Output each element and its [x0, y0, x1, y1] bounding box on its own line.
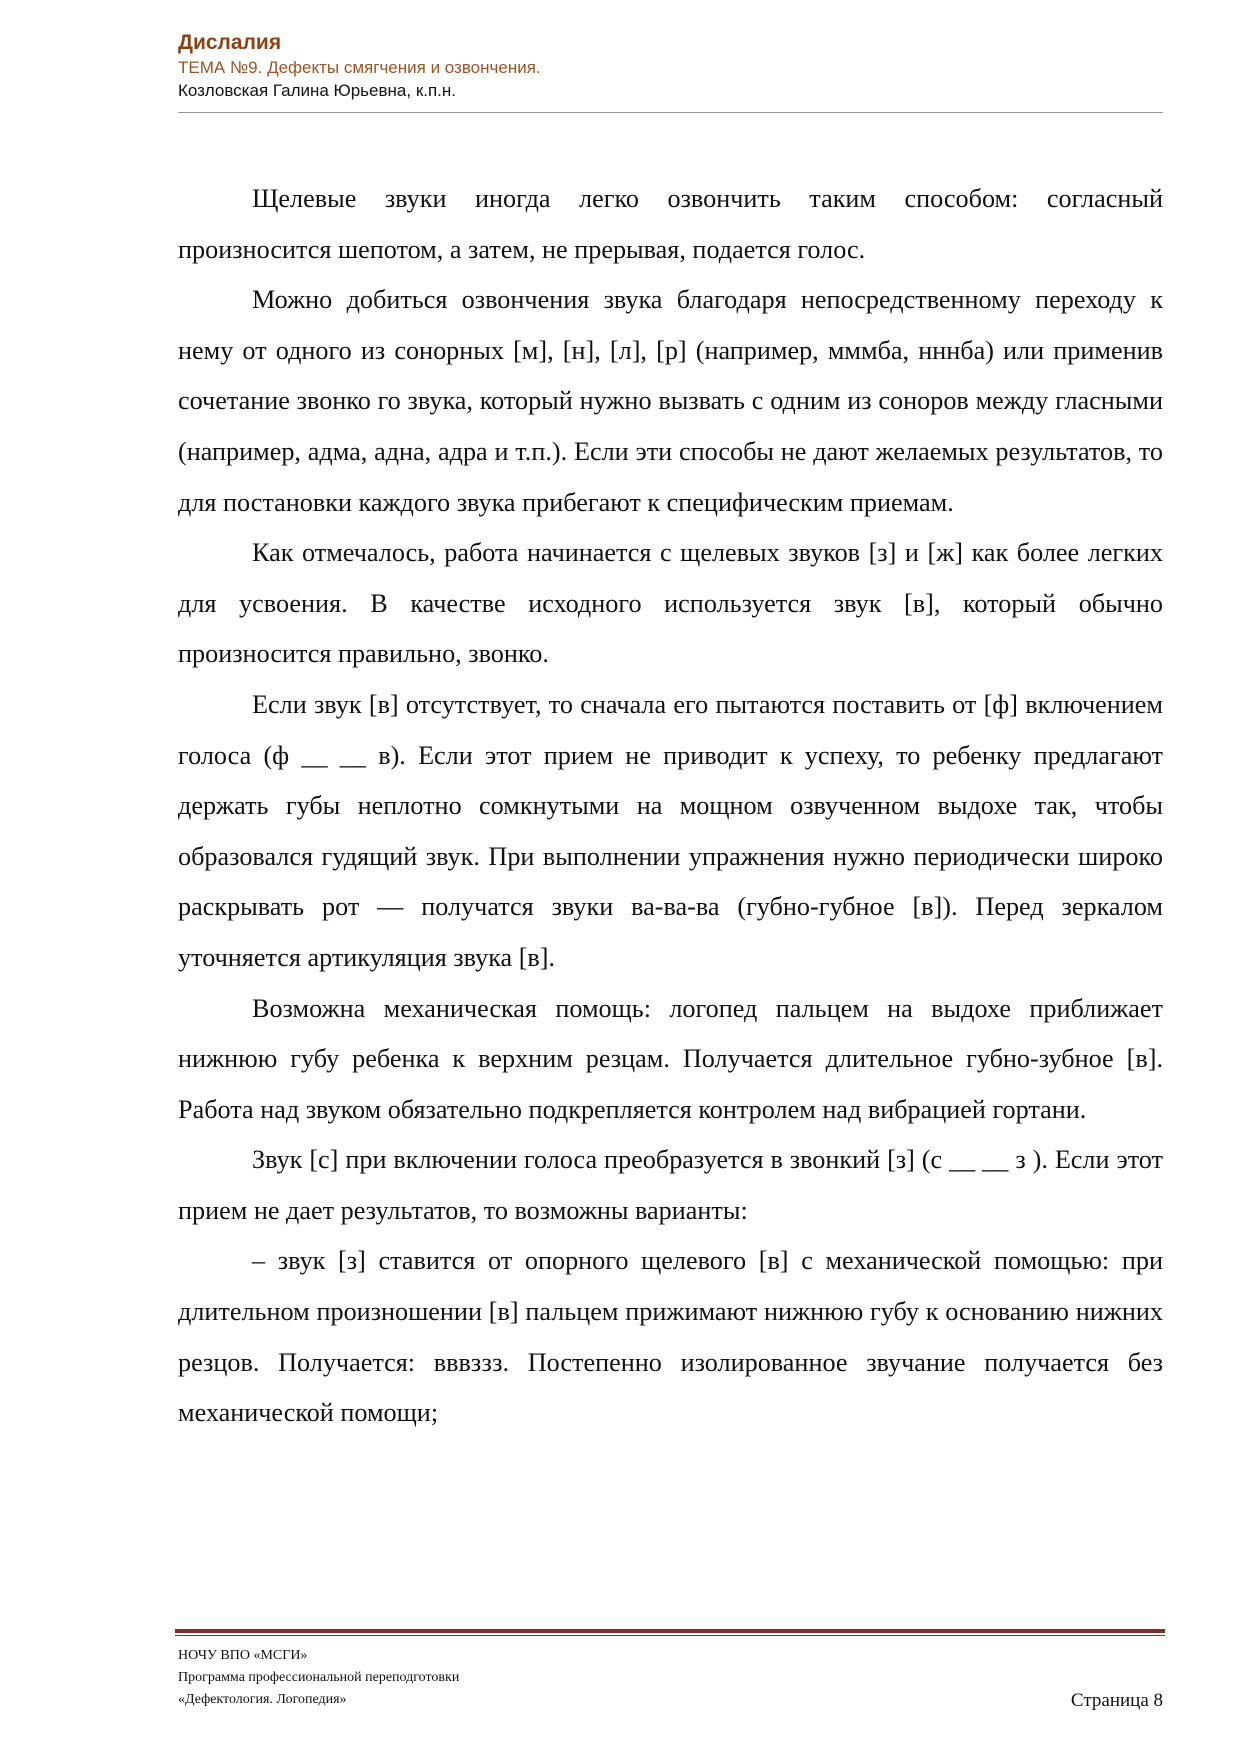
- footer-divider-thin: [175, 1635, 1165, 1636]
- document-body: [178, 174, 1163, 1439]
- paragraph-1: Щелевые звуки иногда легко озвончить таким способом: согласный произносится шепотом, а затем, не прерывая, подается голос.: [178, 184, 1163, 264]
- topic-title: ТЕМА №9. Дефекты смягчения и озвончения.: [178, 58, 541, 77]
- page-number: Страница 8: [1070, 1690, 1163, 1711]
- paragraph-2: Можно добиться озвончения звука благодаря непосредственному переходу к нему от одного из сонорных [м], [н], [л], [р] (например, мммба, нннба) или применив сочетание звонко го звука, который нужно вызвать с одним из соноров между гласными (например, адма, адна, адра и т.п.). Если эти способы не дают желаемых результатов, то для постановки каждого звука прибегают к специфическим приемам.: [178, 285, 1163, 517]
- course-title: Дислалия: [178, 31, 282, 54]
- author-name: Козловская Галина Юрьевна, к.п.н.: [178, 81, 457, 100]
- footer-info: [178, 1645, 738, 1711]
- header-divider: [178, 112, 1163, 113]
- paragraph-6: Звук [с] при включении голоса преобразуется в звонкий [з] (с __ __ з ). Если этот прием не дает результатов, то возможны варианты:: [178, 1145, 1163, 1225]
- footer-course: «Дефектология. Логопедия»: [178, 1692, 347, 1707]
- page-header: [178, 30, 1163, 102]
- paragraph-3: Как отмечалось, работа начинается с щелевых звуков [з] и [ж] как более легких для усвоения. В качестве исходного используется звук [в], который обычно произносится правильно, звонко.: [178, 538, 1163, 669]
- paragraph-7: – звук [з] ставится от опорного щелевого [в] с механической помощью: при длительном произношении [в] пальцем прижимают нижнюю губу к основанию нижних резцов. Получается: вввззз. Постепенно изолированное звучание получается без механической помощи;: [178, 1246, 1163, 1428]
- footer-divider-thick: [175, 1629, 1165, 1633]
- footer-org: НОЧУ ВПО «МСГИ»: [178, 1648, 308, 1663]
- paragraph-5: Возможна механическая помощь: логопед пальцем на выдохе приближает нижнюю губу ребенка к верхним резцам. Получается длительное губно-зубное [в]. Работа над звуком обязательно подкрепляется контролем над вибрацией гортани.: [178, 993, 1163, 1124]
- paragraph-4: Если звук [в] отсутствует, то сначала его пытаются поставить от [ф] включением голоса (ф __ __ в). Если этот прием не приводит к успеху, то ребенку предлагают держать губы неплотно сомкнутыми на мощном озвученном выдохе так, чтобы образовался гудящий звук. При выполнении упражнения нужно периодически широко раскрывать рот — получатся звуки ва-ва-ва (губно-губное [в]). Перед зеркалом уточняется артикуляция звука [в].: [178, 689, 1163, 972]
- footer-program: Программа профессиональной переподготовки: [178, 1670, 460, 1685]
